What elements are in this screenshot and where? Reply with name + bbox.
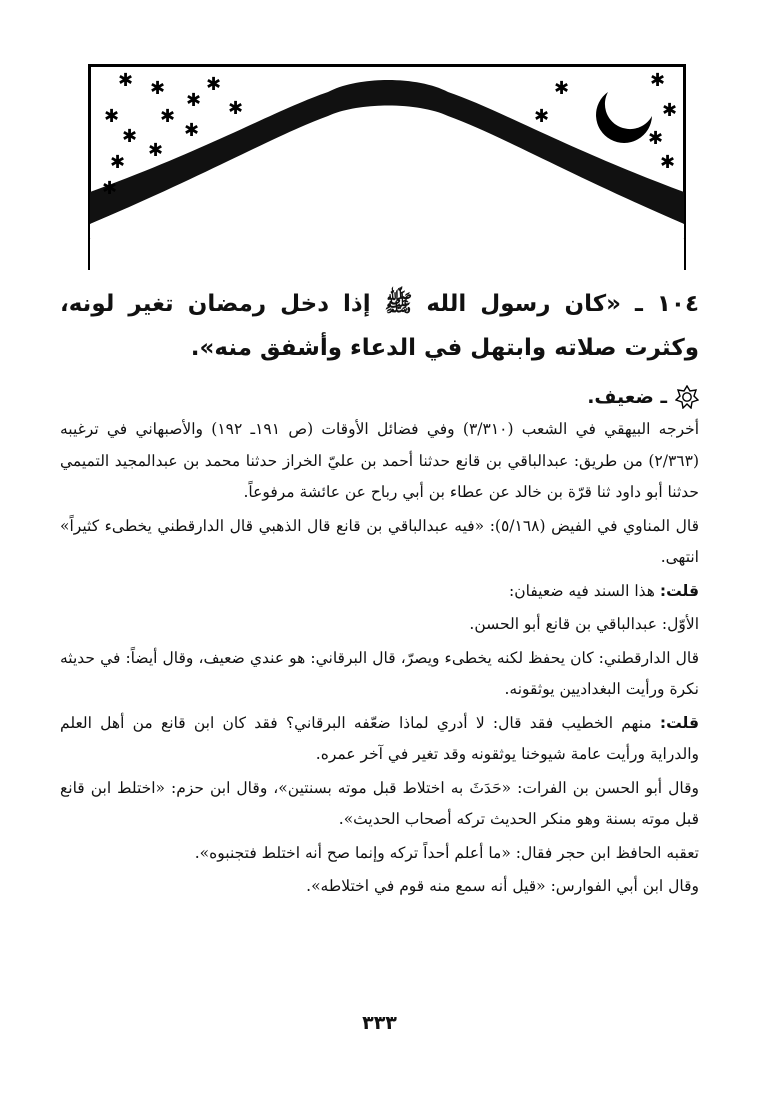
- svg-text:✱: ✱: [650, 70, 666, 91]
- paragraph-text: قال الدارقطني: كان يحفظ لكنه يخطىء ويصرّ، قال البرقاني: هو عندي ضعيف، وقال أيضاً: في حديثه نكرة ورأيت البغداديين يوثقونه.: [60, 648, 699, 698]
- paragraph: [60, 414, 699, 509]
- paragraph: [60, 576, 699, 608]
- svg-text:✱: ✱: [118, 70, 134, 91]
- svg-text:✱: ✱: [534, 106, 550, 127]
- svg-text:✱: ✱: [662, 100, 678, 121]
- paragraph-text: تعقبه الحافظ ابن حجر فقال: «ما أعلم أحداً تركه وإنما صح أنه اختلط فتجنبوه».: [194, 843, 699, 862]
- paragraph-text: وقال أبو الحسن بن الفرات: «حَدَثَ به اختلاط قبل موته بسنتين»، وقال ابن حزم: «اختلط ابن قانع قبل موته بسنة وهو منكر الحديث تركه أصحاب الحديث».: [60, 778, 699, 828]
- svg-text:✱: ✱: [554, 78, 570, 99]
- svg-text:✱: ✱: [102, 178, 118, 199]
- paragraph: [60, 871, 699, 903]
- paragraph-text: الأوّل: عبدالباقي بن قانع أبو الحسن.: [469, 615, 699, 633]
- page-number: ٣٣٣: [362, 1012, 397, 1034]
- svg-text:✱: ✱: [150, 78, 166, 99]
- rosette-ornament-icon: [675, 385, 699, 409]
- svg-text:✱: ✱: [148, 140, 164, 161]
- paragraph: [60, 838, 699, 870]
- paragraph: [60, 511, 699, 574]
- svg-text:✱: ✱: [206, 74, 222, 95]
- svg-text:✱: ✱: [228, 98, 244, 119]
- paragraph-lead: قلت:: [659, 713, 699, 732]
- hadith-heading: ١٠٤ ـ «كان رسول الله ﷺ إذا دخل رمضان تغير لونه، وكثرت صلاته وابتهل في الدعاء وأشفق منه».: [60, 291, 699, 361]
- svg-text:✱: ✱: [660, 152, 676, 173]
- svg-text:✱: ✱: [160, 106, 176, 127]
- paragraph: [60, 708, 699, 771]
- grade-label: ـ ضعيف.: [587, 386, 667, 408]
- paragraph: [60, 643, 699, 706]
- svg-text:✱: ✱: [110, 152, 126, 173]
- svg-text:✱: ✱: [122, 126, 138, 147]
- paragraph-text: قال المناوي في الفيض (٥/١٦٨): «فيه عبدالباقي بن قانع قال الذهبي قال الدارقطني يخطىء كثيراً» انتهى.: [60, 516, 699, 566]
- paragraph-lead: قلت:: [659, 581, 699, 600]
- svg-text:✱: ✱: [186, 90, 202, 111]
- paragraph-text: أخرجه البيهقي في الشعب (٣/٣١٠) وفي فضائل الأوقات (ص ١٩١ـ ١٩٢) والأصبهاني في ترغيبه (٢/٣٦٣) من طريق: عبدالباقي بن قانع حدثنا أحمد بن عليّ الخراز حدثنا محمد بن عبدالمجيد التميمي حدثنا أبو داود ثنا قرّة بن خالد عن عطاء بن أبي رباح عن عائشة مرفوعاً.: [60, 420, 700, 501]
- paragraph: [60, 773, 699, 836]
- header-banner: [88, 64, 686, 270]
- page-content: [60, 282, 699, 905]
- paragraph-text: منهم الخطيب فقد قال: لا أدري لماذا ضعّفه البرقاني؟ فقد كان ابن قانع من أهل العلم والدراية ورأيت عامة شيوخنا يوثقونه وقد تغير في آخر عمره.: [60, 713, 699, 763]
- grade-line: [60, 380, 699, 414]
- paragraph-text: وقال ابن أبي الفوارس: «قيل أنه سمع منه قوم في اختلاطه».: [306, 877, 699, 895]
- paragraph-text: هذا السند فيه ضعيفان:: [509, 581, 660, 600]
- svg-text:✱: ✱: [104, 106, 120, 127]
- paragraph: [60, 609, 699, 641]
- svg-text:✱: ✱: [184, 120, 200, 141]
- crescent-moon-stars-arch-icon: [88, 64, 686, 270]
- svg-text:✱: ✱: [648, 128, 664, 149]
